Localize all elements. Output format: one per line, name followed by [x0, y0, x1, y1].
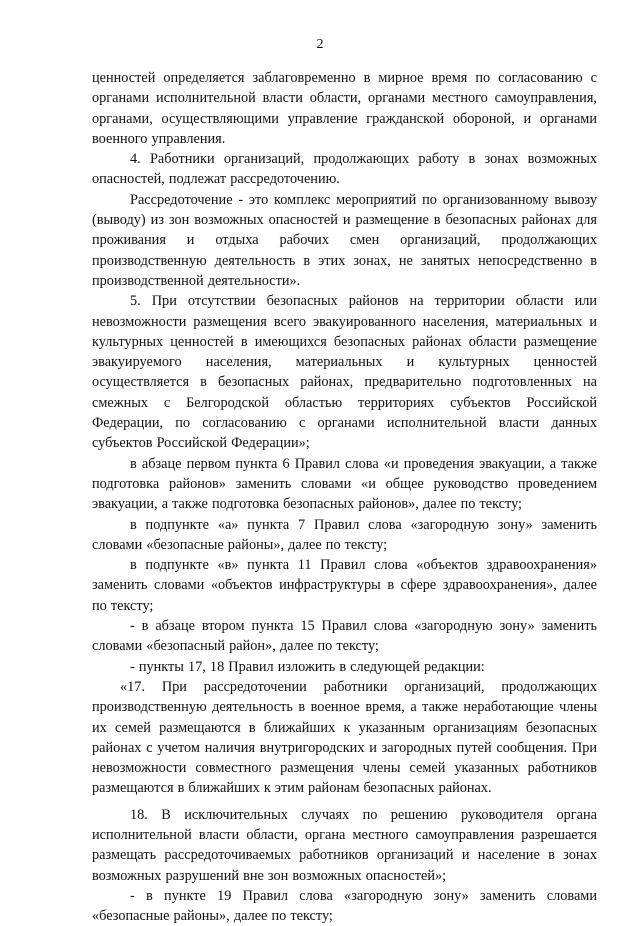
paragraph-amendment-item-11: в подпункте «в» пункта 11 Правил слова «объектов здравоохранения» заменить словами «объектов инфраструктуры в сфере здравоохранения», далее по тексту;	[92, 557, 597, 614]
paragraph-amendment-item-15: - в абзаце втором пункта 15 Правил слова «загородную зону» заменить словами «безопасный район», далее по тексту;	[92, 618, 597, 655]
paragraph-item-5: 5. При отсутствии безопасных районов на территории области или невозможности размещения всего эвакуированного населения, материальных и культурных ценностей в имеющихся безопасных районах области размещение эвакуируемого населения, материальных и культурных ценностей осуществляется в безопасных районах, предварительно подготовленных на смежных с Белгородской областью территориях субъектов Российской Федерации, по согласованию с органами исполнительной власти данных субъектов Российской Федерации»;	[92, 293, 597, 452]
page-number: 2	[316, 37, 324, 52]
paragraph-item-4: 4. Работники организаций, продолжающих работу в зонах возможных опасностей, подлежат рассредоточению.	[92, 151, 597, 188]
paragraph-new-item-17: «17. При рассредоточении работники организаций, продолжающих производственную деятельность в военное время, а также неработающие члены их семей размещаются в ближайших к указанным организациям безопасных районах с учетом наличия внутригородских и загородных путей сообщения. При невозможности совместного размещения члены семей указанных работников размещаются в ближайших к этим районам безопасных районах.	[92, 678, 597, 797]
paragraph-amendment-items-17-18: - пункты 17, 18 Правил изложить в следующей редакции:	[130, 658, 485, 675]
paragraph-amendment-item-6: в абзаце первом пункта 6 Правил слова «и проведения эвакуации, а также подготовка районов» заменить словами «и общее руководство проведением эвакуации, а также подготовка безопасных районов», далее по тексту;	[92, 455, 597, 513]
paragraph-amendment-item-19: - в пункте 19 Правил слова «загородную зону» заменить словами «безопасные районы», далее по тексту;	[92, 887, 597, 925]
paragraph-new-item-18: 18. В исключительных случаях по решению руководителя органа исполнительной власти области, органа местного самоуправления разрешается размещать рассредоточиваемых работников организаций и население в зонах возможных разрушений вне зон возможных опасностей»;	[92, 806, 597, 884]
paragraph-continuation: ценностей определяется заблаговременно в мирное время по согласованию с органами исполнительной власти области, органами местного самоуправления, органами, осуществляющими управление гражданской обороной, и органами военного управления.	[92, 70, 597, 147]
paragraph-amendment-item-7: в подпункте «а» пункта 7 Правил слова «загородную зону» заменить словами «безопасные районы», далее по тексту;	[92, 516, 597, 553]
paragraph-dispersal-definition: Рассредоточение - это комплекс мероприятий по организованному вывозу (выводу) из зон возможных опасностей и размещение в безопасных районах для проживания и отдыха рабочих смен организаций, продолжающих производственную деятельность в этих зонах, не занятых непосредственно в производственной деятельности».	[92, 191, 597, 289]
document-body	[92, 68, 597, 926]
